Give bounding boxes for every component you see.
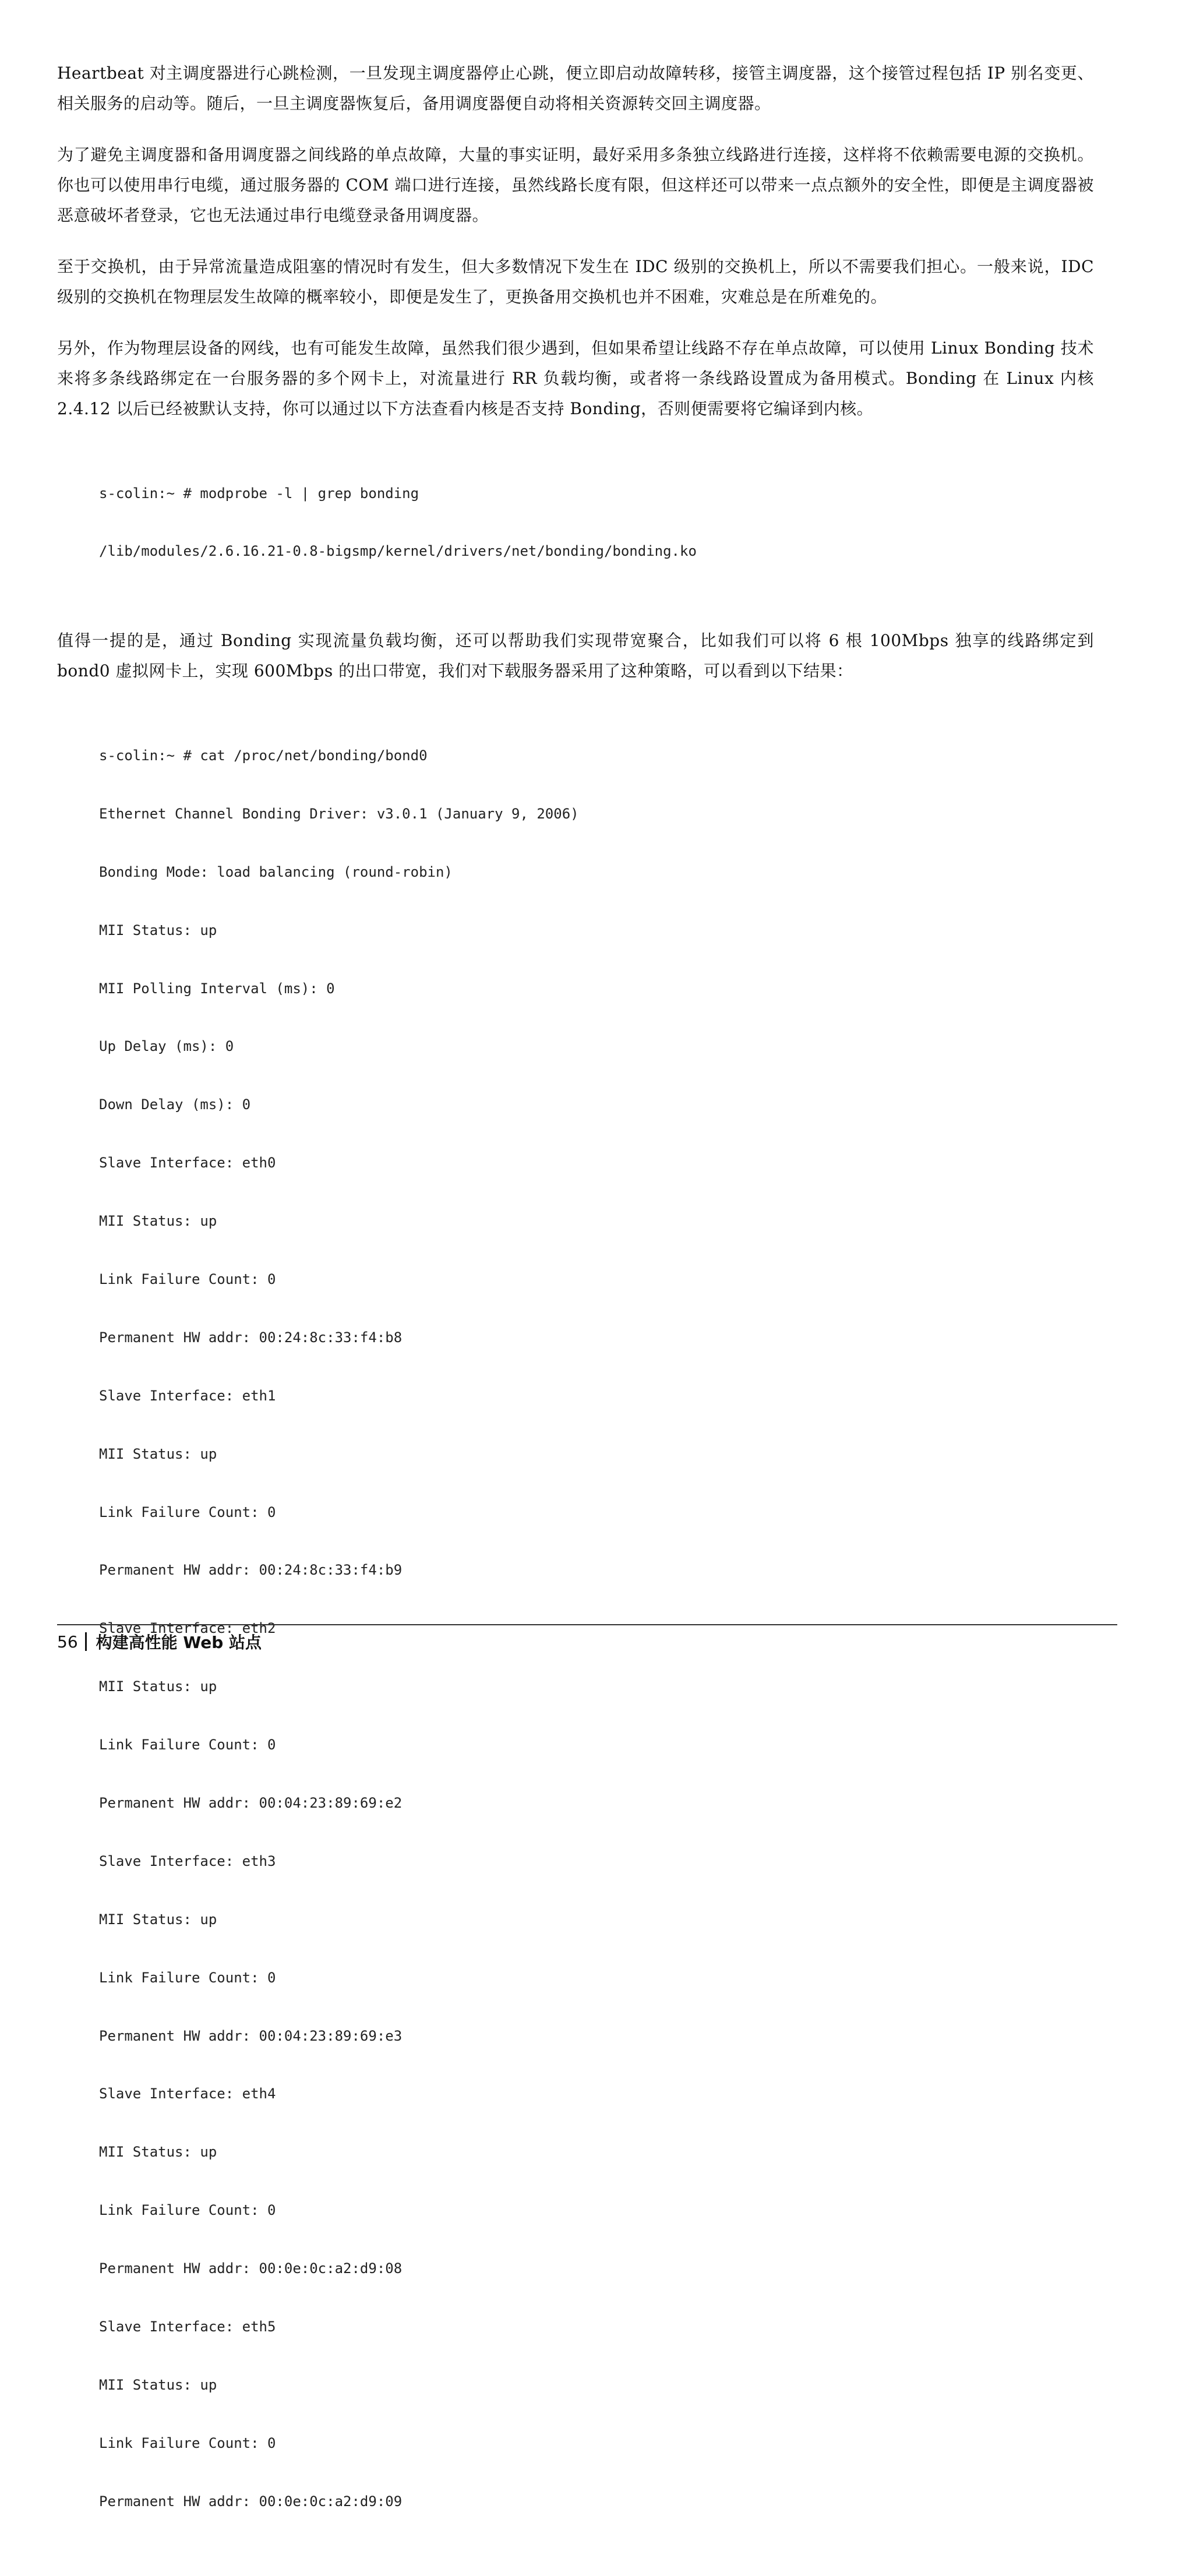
footer-divider <box>57 1624 1117 1625</box>
paragraph-link-redundancy: 为了避免主调度器和备用调度器之间线路的单点故障，大量的事实证明，最好采用多条独立线路进行连接，这样将不依赖需要电源的交换机。你也可以使用串行电缆，通过服务器的 COM 端口进行连接，虽然线路长度有限，但这样还可以带来一点点额外的安全性，即便是主调度器被恶意破坏者登录，它也无法通过串行电缆登录备用调度器。 <box>57 145 1094 225</box>
code-line: Permanent HW addr: 00:0e:0c:a2:d9:08 <box>99 2260 403 2277</box>
book-title: 构建高性能 Web 站点 <box>96 1633 262 1652</box>
code-block-modprobe <box>99 445 1094 600</box>
code-line: Permanent HW addr: 00:04:23:89:69:e2 <box>99 1795 403 1811</box>
code-line: Down Delay (ms): 0 <box>99 1096 251 1113</box>
paragraph-switch: 至于交换机，由于异常流量造成阻塞的情况时有发生，但大多数情况下发生在 IDC 级别的交换机上，所以不需要我们担心。一般来说，IDC 级别的交换机在物理层发生故障的概率较小，即便是发生了，更换备用交换机也并不困难，灾难总是在所难免的。 <box>57 257 1094 306</box>
code-line: Slave Interface: eth2 <box>99 1620 276 1637</box>
code-line: Slave Interface: eth3 <box>99 1852 276 1869</box>
code-line: Bonding Mode: load balancing (round-robin) <box>99 863 453 880</box>
code-line: Slave Interface: eth4 <box>99 2085 276 2102</box>
code-line: s-colin:~ # modprobe -l | grep bonding <box>99 485 419 502</box>
code-line: Permanent HW addr: 00:24:8c:33:f4:b9 <box>99 1562 403 1579</box>
code-line: MII Status: up <box>99 1678 217 1695</box>
code-line: Link Failure Count: 0 <box>99 1737 276 1753</box>
code-line: Link Failure Count: 0 <box>99 2202 276 2219</box>
code-line: Slave Interface: eth0 <box>99 1155 276 1171</box>
footer-separator <box>85 1632 87 1651</box>
paragraph-bandwidth-aggregation: 值得一提的是，通过 Bonding 实现流量负载均衡，还可以帮助我们实现带宽聚合，比如我们可以将 6 根 100Mbps 独享的线路绑定到 bond0 虚拟网卡上，实现 600Mbps 的出口带宽，我们对下载服务器采用了这种策略，可以看到以下结果： <box>57 631 1094 681</box>
code-line: MII Status: up <box>99 2144 217 2161</box>
code-line: MII Status: up <box>99 2376 217 2393</box>
code-line: Link Failure Count: 0 <box>99 1969 276 1986</box>
code-line: Ethernet Channel Bonding Driver: v3.0.1 (January 9, 2006) <box>99 805 579 822</box>
code-line: Up Delay (ms): 0 <box>99 1038 234 1055</box>
page-footer <box>57 1629 262 1654</box>
code-line: Permanent HW addr: 00:04:23:89:69:e3 <box>99 2027 403 2044</box>
code-line: MII Status: up <box>99 922 217 938</box>
code-line: s-colin:~ # cat /proc/net/bonding/bond0 <box>99 747 428 764</box>
code-line: Link Failure Count: 0 <box>99 1271 276 1287</box>
code-line: MII Polling Interval (ms): 0 <box>99 980 335 997</box>
code-line: Permanent HW addr: 00:24:8c:33:f4:b8 <box>99 1329 403 1346</box>
code-line: Link Failure Count: 0 <box>99 2434 276 2451</box>
code-line: /lib/modules/2.6.16.21-0.8-bigsmp/kernel/drivers/net/bonding/bonding.ko <box>99 543 697 560</box>
code-line: Permanent HW addr: 00:0e:0c:a2:d9:09 <box>99 2493 403 2510</box>
paragraph-heartbeat: Heartbeat 对主调度器进行心跳检测，一旦发现主调度器停止心跳，便立即启动故障转移，接管主调度器，这个接管过程包括 IP 别名变更、相关服务的启动等。随后，一旦主调度器恢复后，备用调度器便自动将相关资源转交回主调度器。 <box>57 63 1094 113</box>
paragraph-bonding: 另外，作为物理层设备的网线，也有可能发生故障，虽然我们很少遇到，但如果希望让线路不存在单点故障，可以使用 Linux Bonding 技术来将多条线路绑定在一台服务器的多个网卡上，对流量进行 RR 负载均衡，或者将一条线路设置成为备用模式。Bonding 在 Linux 内核 2.4.12 以后已经被默认支持，你可以通过以下方法查看内核是否支持 Bonding，否则便需要将它编译到内核。 <box>57 338 1094 418</box>
code-line: Link Failure Count: 0 <box>99 1504 276 1520</box>
page-number: 56 <box>57 1632 78 1652</box>
code-line: MII Status: up <box>99 1213 217 1230</box>
page-content <box>57 58 1094 2576</box>
code-line: Slave Interface: eth1 <box>99 1387 276 1404</box>
code-line: MII Status: up <box>99 1445 217 1462</box>
code-line: Slave Interface: eth5 <box>99 2319 276 2335</box>
code-line: MII Status: up <box>99 1911 217 1928</box>
